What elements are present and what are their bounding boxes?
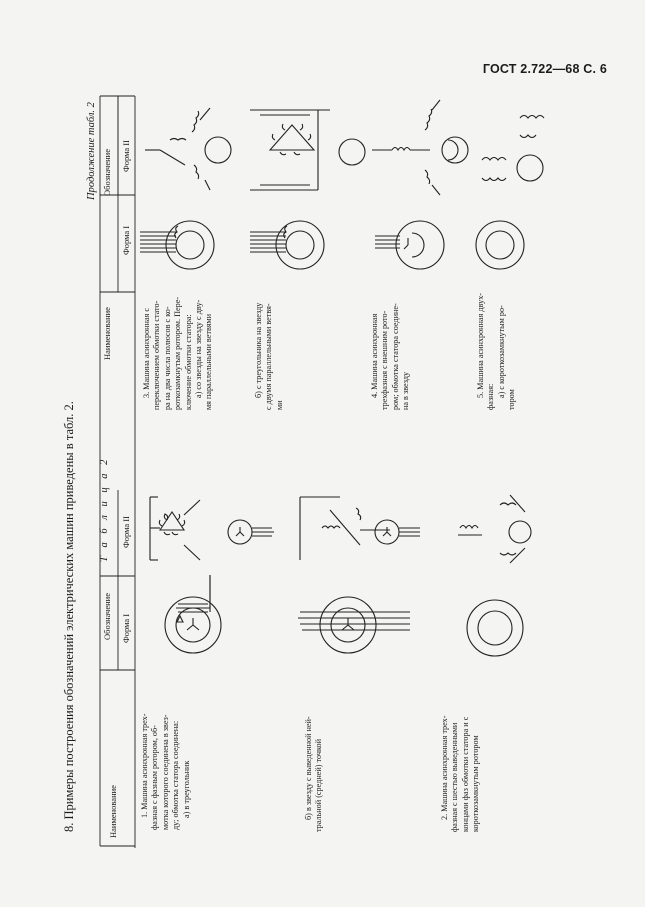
page-header: ГОСТ 2.722—68 С. 6 <box>482 62 607 76</box>
col-name-header: Наименование <box>108 785 118 838</box>
intro-text: 8. Примеры построения обозначений электрических машин приведены в табл. 2. <box>62 401 76 832</box>
machine-3b-form1-symbol <box>250 221 324 269</box>
col-form1-header: Форма I <box>121 613 131 643</box>
table-caption: Т а б л и ц а 2 <box>99 456 110 562</box>
table-continuation: Продолжение табл. 2 <box>86 102 97 200</box>
row-5-text: 5. Машина асинхронная двух- фазная: а) с короткозамкнутым ро- тором <box>476 292 517 410</box>
machine-2-form1-symbol <box>467 600 523 656</box>
row-1-text: 1. Машина асинхронная трех- фазная с фазным ротором, об- мотка которого соединена в звез- ду; обмотка статора соединена: а) в треугольник <box>140 713 191 830</box>
machine-2-form2-symbol <box>458 495 531 563</box>
row-1b-text: б) в звезду с выведенной ней- тральной (средней) точкой <box>304 716 324 832</box>
col-form2-header-2: Форма II <box>121 140 131 172</box>
machine-5-form2-symbol <box>482 116 544 182</box>
col-designation-header-2: Обозначение <box>102 149 112 196</box>
machine-1b-form1-symbol <box>298 597 410 653</box>
row-2-text: 2. Машина асинхронная трех- фазная с шестью выведенными концами фаз обмотки статора и с короткозамкнутым ротором <box>440 715 481 832</box>
row-4-text: 4. Машина асинхронная трехфазная с внешним рото- ром; обмотка статора соедине- на в звезду <box>370 303 411 410</box>
col-name-header-2: Наименование <box>102 307 112 360</box>
row-3-text: 3. Машина асинхронная с переключением обмотки стато- ра на два числа полюсов с ко- роткозамкнутым ротором. Пере- ключение обмотки статора: а) со звезды на звезду с дву- мя параллельными ветвями <box>142 296 214 410</box>
machine-1b-form2-symbol <box>300 497 420 560</box>
col-form2-header: Форма II <box>121 516 131 548</box>
machine-4-form1-symbol <box>375 221 444 269</box>
machine-4-form2-symbol <box>372 100 468 195</box>
col-designation-header: Обозначение <box>102 593 112 640</box>
machine-1a-form1-symbol <box>165 575 221 653</box>
machine-3a-form2-symbol <box>145 108 231 190</box>
machine-1a-form2-symbol <box>150 497 274 560</box>
machine-3b-form2-symbol <box>250 110 365 190</box>
machine-3a-form1-symbol <box>140 221 214 269</box>
row-3b-text: б) с треугольника на звезду с двумя параллельными ветвя- ми <box>254 302 284 410</box>
machine-5-form1-symbol <box>476 221 524 269</box>
col-form1-header-2: Форма I <box>121 225 131 255</box>
